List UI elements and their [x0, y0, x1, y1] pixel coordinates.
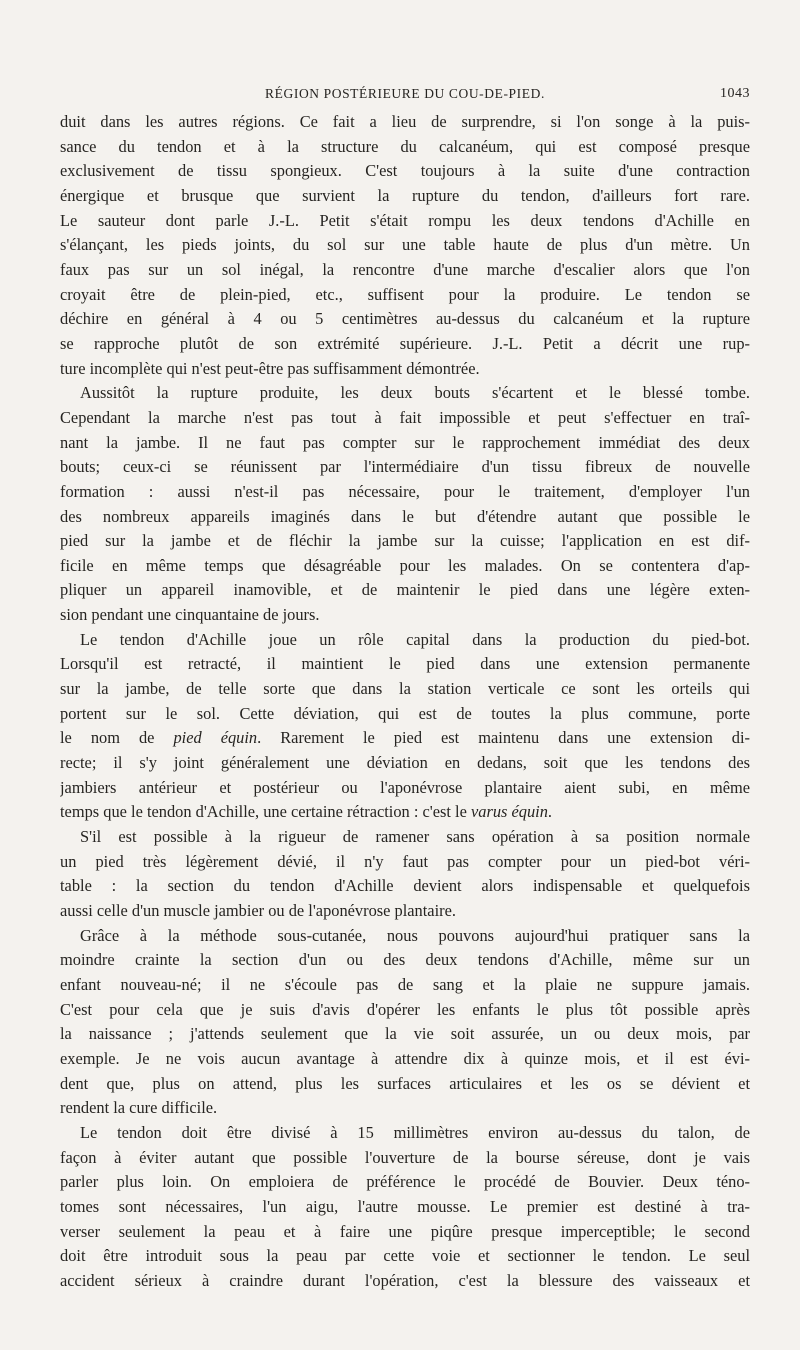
text-line	[60, 1096, 750, 1121]
text-segment: enfant nouveau-né; il ne s'écoule pas de sang et la plaie ne suppure jamais.	[60, 974, 750, 994]
text-segment: ture incomplète qui n'est peut-être pas suffisamment démontrée.	[60, 358, 480, 378]
text-line	[60, 825, 750, 850]
text-segment: Cependant la marche n'est pas tout à fait impossible et peut s'effectuer en traî-	[60, 407, 750, 427]
text-segment: parler plus loin. On emploiera de préférence le procédé de Bouvier. Deux téno-	[60, 1172, 750, 1192]
text-segment: exemple. Je ne vois aucun avantage à attendre dix à quinze mois, et il est évi-	[60, 1048, 750, 1068]
text-line	[60, 998, 750, 1023]
text-segment: nant la jambe. Il ne faut pas compter sur le rapprochement immédiat des deux	[60, 432, 750, 452]
text-line	[60, 258, 750, 283]
text-segment: . Rarement le pied est maintenu dans une extension di-	[257, 728, 750, 748]
text-line	[60, 283, 750, 308]
text-segment: accident sérieux à craindre durant l'opération, c'est la blessure des vaisseaux et	[60, 1270, 750, 1290]
text-line	[60, 381, 750, 406]
text-line	[60, 233, 750, 258]
text-line	[60, 554, 750, 579]
text-segment: un pied très légèrement dévié, il n'y faut pas compter pour un pied-bot véri-	[60, 851, 750, 871]
text-line	[60, 406, 750, 431]
text-segment: Lorsqu'il est retracté, il maintient le pied dans une extension permanente	[60, 654, 750, 674]
text-segment: croyait être de plein-pied, etc., suffisent pour la produire. Le tendon se	[60, 284, 750, 304]
italic-term: pied équin	[173, 728, 258, 748]
text-line	[60, 1047, 750, 1072]
text-line	[60, 480, 750, 505]
text-segment: pied sur la jambe et de fléchir la jambe sur la cuisse; l'application en est dif-	[60, 531, 750, 551]
text-segment: table : la section du tendon d'Achille devient alors indispensable et quelquefois	[60, 876, 750, 896]
text-line	[60, 431, 750, 456]
text-line	[60, 505, 750, 530]
text-segment: sur la jambe, de telle sorte que dans la station verticale ce sont les orteils qui	[60, 679, 750, 699]
text-line	[60, 578, 750, 603]
text-segment: .	[547, 802, 553, 822]
text-line	[60, 924, 750, 949]
text-line	[60, 332, 750, 357]
body-text	[60, 110, 750, 1294]
text-line	[60, 628, 750, 653]
text-line	[60, 1121, 750, 1146]
text-segment: Grâce à la méthode sous-cutanée, nous pouvons aujourd'hui pratiquer sans la	[80, 925, 750, 945]
text-segment: aussi celle d'un muscle jambier ou de l'aponévrose plantaire.	[60, 901, 456, 920]
text-line	[60, 159, 750, 184]
text-segment: s'élançant, les pieds joints, du sol sur une table haute de plus d'un mètre. Un	[60, 235, 750, 255]
text-line	[60, 702, 750, 727]
text-segment: énergique et brusque que survient la rupture du tendon, d'ailleurs fort rare.	[60, 185, 750, 205]
text-line	[60, 1195, 750, 1220]
text-segment: bouts; ceux-ci se réunissent par l'intermédiaire d'un tissu fibreux de nouvelle	[60, 457, 750, 477]
text-line	[60, 603, 750, 628]
text-segment: sion pendant une cinquantaine de jours.	[60, 605, 320, 625]
text-segment: Le tendon doit être divisé à 15 millimètres environ au-dessus du talon, de	[80, 1122, 750, 1142]
text-line	[60, 1146, 750, 1171]
text-segment: moindre crainte la section d'un ou des deux tendons d'Achille, même sur un	[60, 950, 750, 970]
text-segment: recte; il s'y joint généralement une déviation en dedans, soit que les tendons des	[60, 753, 750, 773]
text-segment: formation : aussi n'est-il pas nécessaire, pour le traitement, d'employer l'un	[60, 481, 750, 501]
text-segment: portent sur le sol. Cette déviation, qui est de toutes la plus commune, porte	[60, 703, 750, 723]
text-segment: ficile en même temps que désagréable pour les malades. On se contentera d'ap-	[60, 555, 750, 575]
text-line	[60, 1220, 750, 1245]
text-line	[60, 209, 750, 234]
text-line	[60, 973, 750, 998]
text-line	[60, 1022, 750, 1047]
text-line	[60, 357, 750, 382]
text-segment: tomes sont nécessaires, l'un aigu, l'autre mousse. Le premier est destiné à tra-	[60, 1196, 750, 1216]
text-line	[60, 1269, 750, 1294]
text-line	[60, 850, 750, 875]
text-segment: exclusivement de tissu spongieux. C'est toujours à la suite d'une contraction	[60, 161, 750, 181]
text-segment: rendent la cure difficile.	[60, 1098, 218, 1118]
text-segment: pliquer un appareil inamovible, et de maintenir le pied dans une légère exten-	[60, 580, 750, 600]
running-head	[60, 86, 750, 106]
text-segment: la naissance ; j'attends seulement que la vie soit assurée, un ou deux mois, par	[60, 1024, 750, 1044]
text-line	[60, 874, 750, 899]
text-line	[60, 184, 750, 209]
text-line	[60, 307, 750, 332]
text-segment: le nom de	[60, 728, 174, 748]
text-line	[60, 652, 750, 677]
text-line	[60, 899, 750, 924]
text-line	[60, 1170, 750, 1195]
text-segment: faux pas sur un sol inégal, la rencontre d'une marche d'escalier alors que l'on	[60, 259, 750, 279]
text-line	[60, 529, 750, 554]
text-segment: Le tendon d'Achille joue un rôle capital dans la production du pied-bot.	[80, 629, 750, 649]
text-line	[60, 1244, 750, 1269]
text-segment: se rapproche plutôt de son extrémité supérieure. J.-L. Petit a décrit une rup-	[60, 333, 750, 353]
text-segment: S'il est possible à la rigueur de ramener sans opération à sa position normale	[80, 827, 750, 847]
text-segment: Le sauteur dont parle J.-L. Petit s'était rompu les deux tendons d'Achille en	[60, 210, 750, 230]
text-segment: des nombreux appareils imaginés dans le but d'étendre autant que possible le	[60, 506, 750, 526]
text-segment: dent que, plus on attend, plus les surfaces articulaires et les os se dévient et	[60, 1073, 750, 1093]
text-segment: façon à éviter autant que possible l'ouverture de la bourse séreuse, dont je vais	[60, 1147, 750, 1167]
text-line	[60, 800, 750, 825]
text-line	[60, 726, 750, 751]
text-segment: jambiers antérieur et postérieur ou l'aponévrose plantaire aient subi, en même	[60, 777, 750, 797]
text-segment: Aussitôt la rupture produite, les deux bouts s'écartent et le blessé tombe.	[80, 383, 750, 403]
text-segment: sance du tendon et à la structure du calcanéum, qui est composé presque	[60, 136, 750, 156]
text-line	[60, 776, 750, 801]
running-title: RÉGION POSTÉRIEURE DU COU-DE-PIED.	[265, 86, 545, 101]
italic-term: varus équin	[470, 802, 548, 822]
page-number: 1043	[720, 86, 750, 101]
text-segment: duit dans les autres régions. Ce fait a lieu de surprendre, si l'on songe à la puis-	[60, 112, 750, 131]
text-line	[60, 751, 750, 776]
text-line	[60, 455, 750, 480]
text-line	[60, 110, 750, 135]
text-segment: verser seulement la peau et à faire une piqûre presque imperceptible; le second	[60, 1221, 750, 1241]
text-segment: doit être introduit sous la peau par cette voie et sectionner le tendon. Le seul	[60, 1246, 750, 1266]
text-line	[60, 1072, 750, 1097]
text-line	[60, 135, 750, 160]
text-segment: C'est pour cela que je suis d'avis d'opérer les enfants le plus tôt possible après	[60, 999, 750, 1019]
text-line	[60, 677, 750, 702]
text-segment: temps que le tendon d'Achille, une certaine rétraction : c'est le	[60, 802, 471, 822]
text-segment: déchire en général à 4 ou 5 centimètres au-dessus du calcanéum et la rupture	[60, 309, 750, 329]
text-line	[60, 948, 750, 973]
